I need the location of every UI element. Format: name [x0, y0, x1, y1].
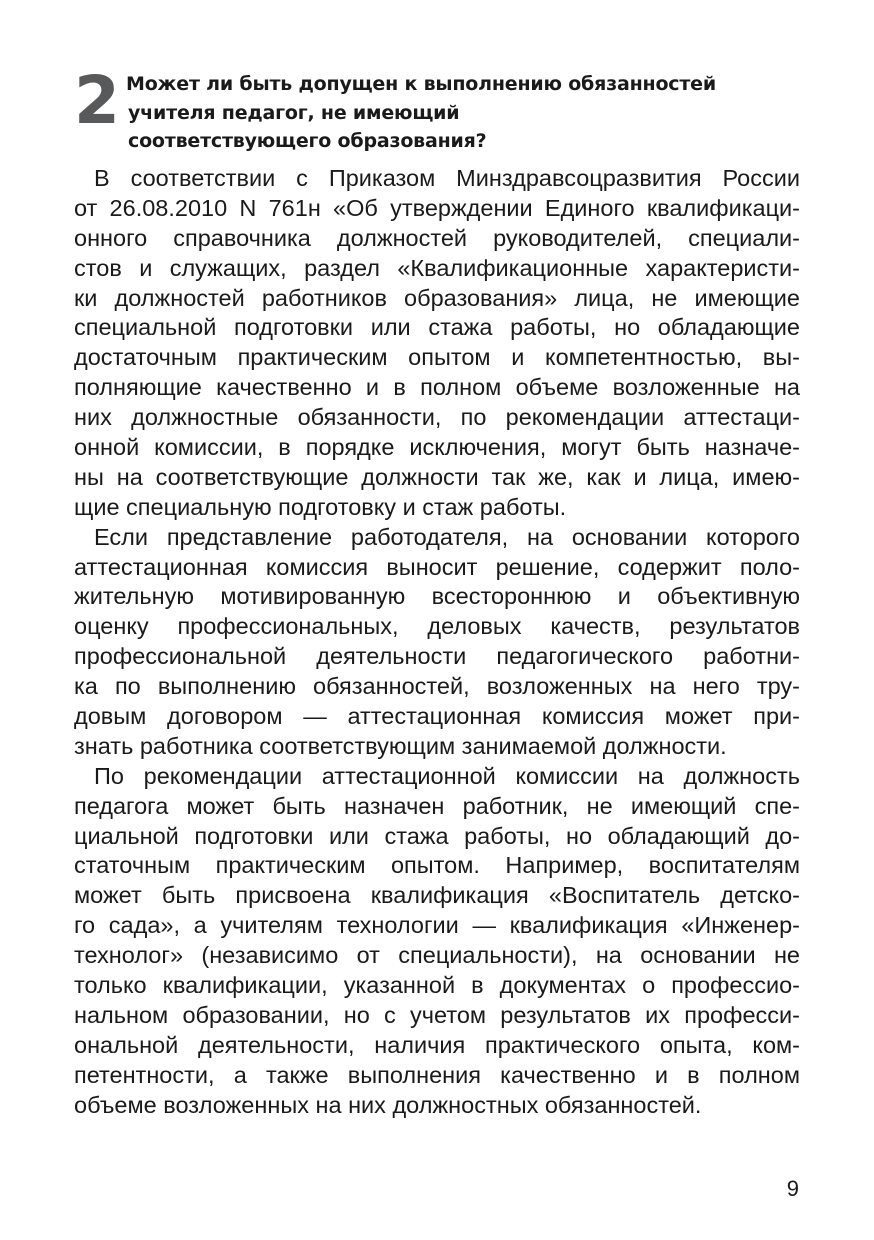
page-number: 9	[786, 1176, 799, 1201]
text-line: может быть присвоена квалификация «Воспитатель детско-	[74, 882, 800, 909]
text-line: объеме возложенных на них должностных обязанностей.	[74, 1091, 702, 1118]
text-line: онного справочника должностей руководителей, специали-	[74, 224, 800, 251]
text-line: специальной подготовки или стажа работы, но обладающие	[74, 314, 800, 341]
text-line: циальной подготовки или стажа работы, но обладающий до-	[74, 822, 800, 849]
question-title-line: соответствующего образования?	[128, 130, 487, 152]
text-line: технолог» (независимо от специальности), на основании не	[74, 942, 800, 969]
text-line: ки должностей работников образования» лица, не имеющие	[74, 284, 800, 311]
text-line: ональной деятельности, наличия практического опыта, ком-	[74, 1031, 800, 1058]
question-title	[126, 70, 786, 156]
text-line: них должностные обязанности, по рекомендации аттестаци-	[74, 404, 800, 431]
text-line: Если представление работодателя, на основании которого	[94, 523, 800, 550]
text-line: По рекомендации аттестационной комиссии на должность	[94, 762, 800, 789]
text-line: полняющие качественно и в полном объеме возложенные на	[74, 374, 800, 401]
paragraph	[74, 164, 800, 523]
text-line: онной комиссии, в порядке исключения, могут быть назначе-	[74, 434, 800, 461]
text-line: только квалификации, указанной в документах о профессио-	[74, 972, 800, 999]
question-number: 2	[74, 62, 120, 139]
text-line: жительную мотивированную всестороннюю и объективную	[74, 583, 800, 610]
text-line: ка по выполнению обязанностей, возложенных на него тру-	[74, 673, 800, 700]
text-line: щие специальную подготовку и стаж работы.	[74, 493, 567, 520]
text-line: оценку профессиональных, деловых качеств, результатов	[74, 613, 800, 640]
text-line: стов и служащих, раздел «Квалификационные характеристи-	[74, 254, 800, 281]
text-line: ны на соответствующие должности так же, как и лица, имею-	[74, 463, 800, 490]
text-line: профессиональной деятельности педагогического работни-	[74, 643, 800, 670]
question-heading	[74, 62, 794, 158]
text-line: петентности, а также выполнения качественно и в полном	[74, 1061, 800, 1088]
text-line: от 26.08.2010 N 761н «Об утверждении Единого квалификаци-	[74, 194, 800, 221]
paragraph	[74, 762, 800, 1121]
text-line: аттестационная комиссия выносит решение, содержит поло-	[74, 553, 800, 580]
text-line: статочным практическим опытом. Например, воспитателям	[74, 852, 800, 879]
text-line: го сада», а учителям технологии — квалификация «Инженер-	[74, 912, 800, 939]
body-text	[74, 164, 800, 1121]
text-line: нальном образовании, но с учетом результатов их професси-	[74, 1001, 800, 1028]
question-title-line: учителя педагог, не имеющий	[128, 101, 460, 124]
paragraph	[74, 523, 800, 762]
text-line: знать работника соответствующим занимаемой должности.	[74, 732, 727, 759]
text-line: довым договором — аттестационная комиссия может при-	[74, 703, 800, 730]
text-line: В соответствии с Приказом Минздравсоцразвития России	[94, 165, 800, 191]
text-line: достаточным практическим опытом и компетентностью, вы-	[74, 344, 800, 371]
text-line: педагога может быть назначен работник, не имеющий спе-	[74, 792, 800, 819]
question-title-line: Может ли быть допущен к выполнению обязанностей	[126, 73, 716, 95]
